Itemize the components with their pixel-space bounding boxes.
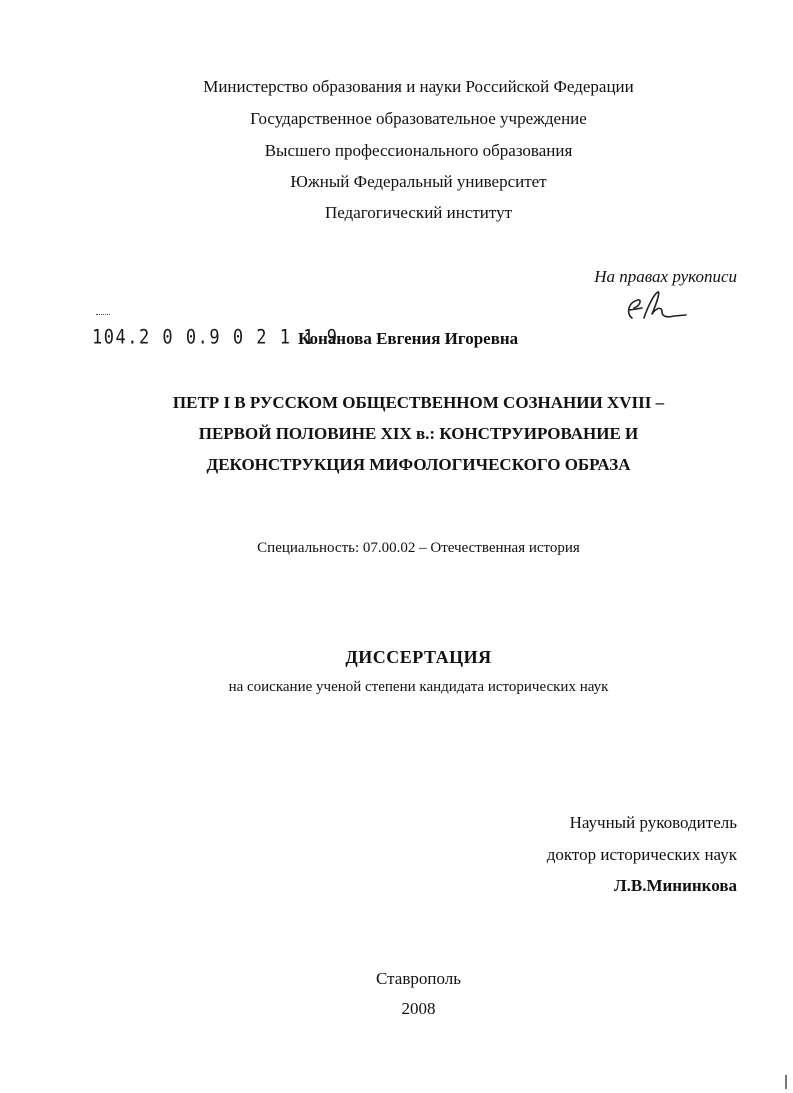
scan-edge-mark bbox=[785, 1075, 787, 1089]
title-line-1: ПЕТР I В РУССКОМ ОБЩЕСТВЕННОМ СОЗНАНИИ XVIII – bbox=[172, 393, 665, 412]
supervisor-role: Научный руководитель bbox=[569, 813, 737, 832]
city: Ставрополь bbox=[376, 969, 461, 988]
supervisor-name: Л.В.Мининкова bbox=[613, 876, 737, 895]
title-line-3: ДЕКОНСТРУКЦИЯ МИФОЛОГИЧЕСКОГО ОБРАЗА bbox=[206, 455, 631, 474]
specialty-line: Специальность: 07.00.02 – Отечественная история bbox=[257, 540, 580, 556]
institute-line: Педагогический институт bbox=[324, 203, 513, 222]
institution-type-line: Государственное образовательное учреждение bbox=[250, 109, 587, 128]
signature-icon bbox=[618, 288, 690, 328]
education-level-line: Высшего профессионального образования bbox=[264, 141, 573, 160]
year: 2008 bbox=[401, 999, 436, 1018]
university-line: Южный Федеральный университет bbox=[290, 172, 547, 191]
registration-stamp-number: 104.2 0 0.9 0 2 1 1 9 bbox=[92, 326, 339, 349]
supervisor-degree: доктор исторических наук bbox=[546, 845, 737, 864]
stamp-dot-mark bbox=[96, 314, 110, 317]
title-line-2: ПЕРВОЙ ПОЛОВИНЕ XIX в.: КОНСТРУИРОВАНИЕ И bbox=[198, 424, 639, 443]
dissertation-heading: ДИССЕРТАЦИЯ bbox=[345, 647, 492, 667]
ministry-line: Министерство образования и науки Российской Федерации bbox=[203, 77, 634, 96]
author-name: Конанова Евгения Игоревна bbox=[298, 329, 519, 348]
dissertation-subtitle: на соискание ученой степени кандидата исторических наук bbox=[228, 679, 609, 695]
manuscript-rights-note: На правах рукописи bbox=[594, 267, 737, 286]
